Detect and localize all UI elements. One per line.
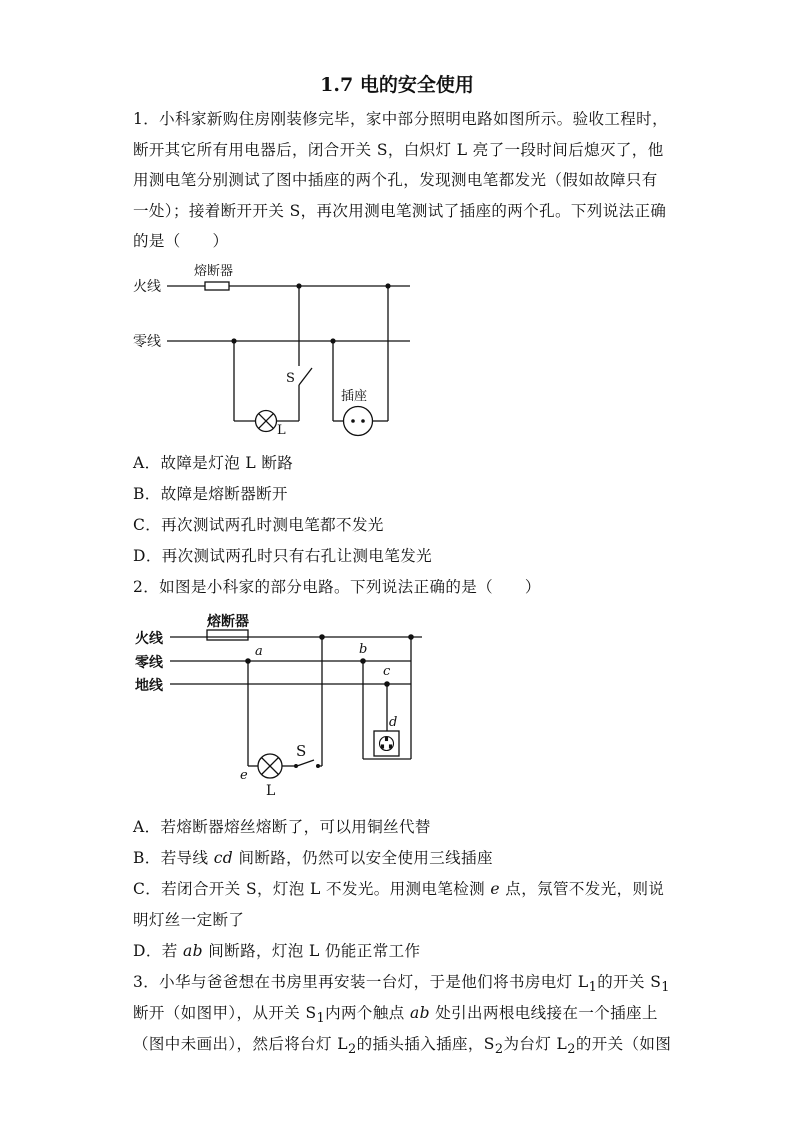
q3-text: 断开（如图甲），从开关 S <box>133 1004 317 1022</box>
q2-switch-contact <box>294 764 298 768</box>
q2-junction-dot <box>360 658 366 664</box>
q3-subscript: 2 <box>567 1042 576 1058</box>
q3-subscript: 1 <box>588 980 598 996</box>
q3-subscript: 2 <box>347 1042 357 1058</box>
q1-label-live: 火线 <box>133 279 161 295</box>
q1-stem-line: 的是（ ） <box>133 232 229 250</box>
q3-text: 的插头插入插座，S <box>356 1035 495 1053</box>
q1-stem-line: 用测电笔分别测试了图中插座的两个孔，发现测电笔都发光（假如故障只有 <box>133 171 658 189</box>
q2-option-a-text: A．若熔断器熔丝熔断了，可以用铜丝代替 <box>133 818 431 836</box>
q3-text: 为台灯 L <box>503 1035 568 1053</box>
q2-point-b: b <box>359 642 368 657</box>
q1-label-switch: S <box>286 371 295 386</box>
q2-option-c-line2: 明灯丝一定断了 <box>133 911 245 929</box>
q3-text: 内两个触点 <box>325 1004 410 1022</box>
q2-junction-dot <box>245 658 251 664</box>
page-title: 1.7 电的安全使用 <box>320 74 474 96</box>
q3-stem-line <box>133 970 670 995</box>
q2-option-b-post: 间断路，仍然可以安全使用三线插座 <box>233 849 493 867</box>
q2-option-b-pre: B．若导线 <box>133 849 214 867</box>
q1-option-d: D．再次测试两孔时只有右孔让测电笔发光 <box>133 547 433 565</box>
q2-stem: 2．如图是小科家的部分电路。下列说法正确的是（ ） <box>133 578 541 596</box>
q2-option-b <box>133 846 493 868</box>
q2-option-c-var: e <box>490 880 500 898</box>
q2-socket-symbol <box>380 737 394 751</box>
q2-label-switch: S <box>296 742 307 760</box>
q2-option-c-post: 点，氖管不发光，则说 <box>499 880 665 898</box>
q3-stem-line <box>133 1032 671 1057</box>
q1-stem-line: 断开其它所有用电器后，闭合开关 S，白炽灯 L 亮了一段时间后熄灭了，他 <box>133 140 664 159</box>
q2-junction-dot <box>408 634 414 640</box>
q2-option-a <box>133 815 431 837</box>
q2-junction-dot <box>384 681 390 687</box>
q2-label-live: 火线 <box>135 631 163 647</box>
q2-option-d <box>133 939 420 961</box>
q2-option-d-var: ab <box>182 942 203 960</box>
q2-switch-contact <box>316 764 320 768</box>
q1-option-b: B．故障是熔断器断开 <box>133 485 288 503</box>
q3-subscript: 1 <box>661 980 670 996</box>
q2-junction-dot <box>319 634 325 640</box>
q3-text: 的开关 S <box>597 973 662 991</box>
q3-text: 3．小华与爸爸想在书房里再安装一台灯，于是他们将书房电灯 L <box>133 973 589 991</box>
q1-label-fuse: 熔断器 <box>194 264 234 279</box>
q2-label-fuse: 熔断器 <box>207 614 249 630</box>
q2-option-d-post: 间断路，灯泡 L 仍能正常工作 <box>202 942 421 960</box>
q3-subscript: 2 <box>494 1042 504 1058</box>
q3-subscript: 1 <box>316 1011 326 1027</box>
q1-stem-line: 一处）；接着断开开关 S，再次用测电笔测试了插座的两个孔。下列说法正确 <box>133 201 667 220</box>
q1-label-neutral: 零线 <box>133 334 161 350</box>
q2-label-neutral: 零线 <box>135 655 163 671</box>
q2-label-ground: 地线 <box>135 678 163 694</box>
q2-option-b-var: cd <box>213 849 234 867</box>
q3-text: （图中未画出），然后将台灯 L <box>133 1035 348 1053</box>
q2-label-lamp: L <box>266 783 276 799</box>
q1-option-a: A．故障是灯泡 L 断路 <box>133 454 294 472</box>
q3-text: 的开关（如图 <box>575 1035 672 1053</box>
q2-point-e: e <box>240 768 248 783</box>
q1-stem-line: 1．小科家新购住房刚装修完毕，家中部分照明电路如图所示。验收工程时， <box>133 110 668 128</box>
q3-stem-line <box>133 1001 658 1026</box>
q3-text: 处引出两根电线接在一个插座上 <box>429 1004 658 1022</box>
q2-option-c-pre: C．若闭合开关 S，灯泡 L 不发光。用测电笔检测 <box>133 880 491 898</box>
q1-label-socket: 插座 <box>341 389 368 404</box>
q2-option-c <box>133 877 664 899</box>
q2-option-d-pre: D．若 <box>133 942 183 960</box>
q2-point-c: c <box>383 664 391 679</box>
q1-label-lamp: L <box>277 423 286 438</box>
q2-point-d: d <box>389 715 398 730</box>
q2-point-a: a <box>255 644 263 659</box>
q2-lamp-symbol <box>258 754 282 778</box>
q3-var: ab <box>409 1004 430 1022</box>
q1-option-c: C．再次测试两孔时测电笔都不发光 <box>133 516 384 534</box>
